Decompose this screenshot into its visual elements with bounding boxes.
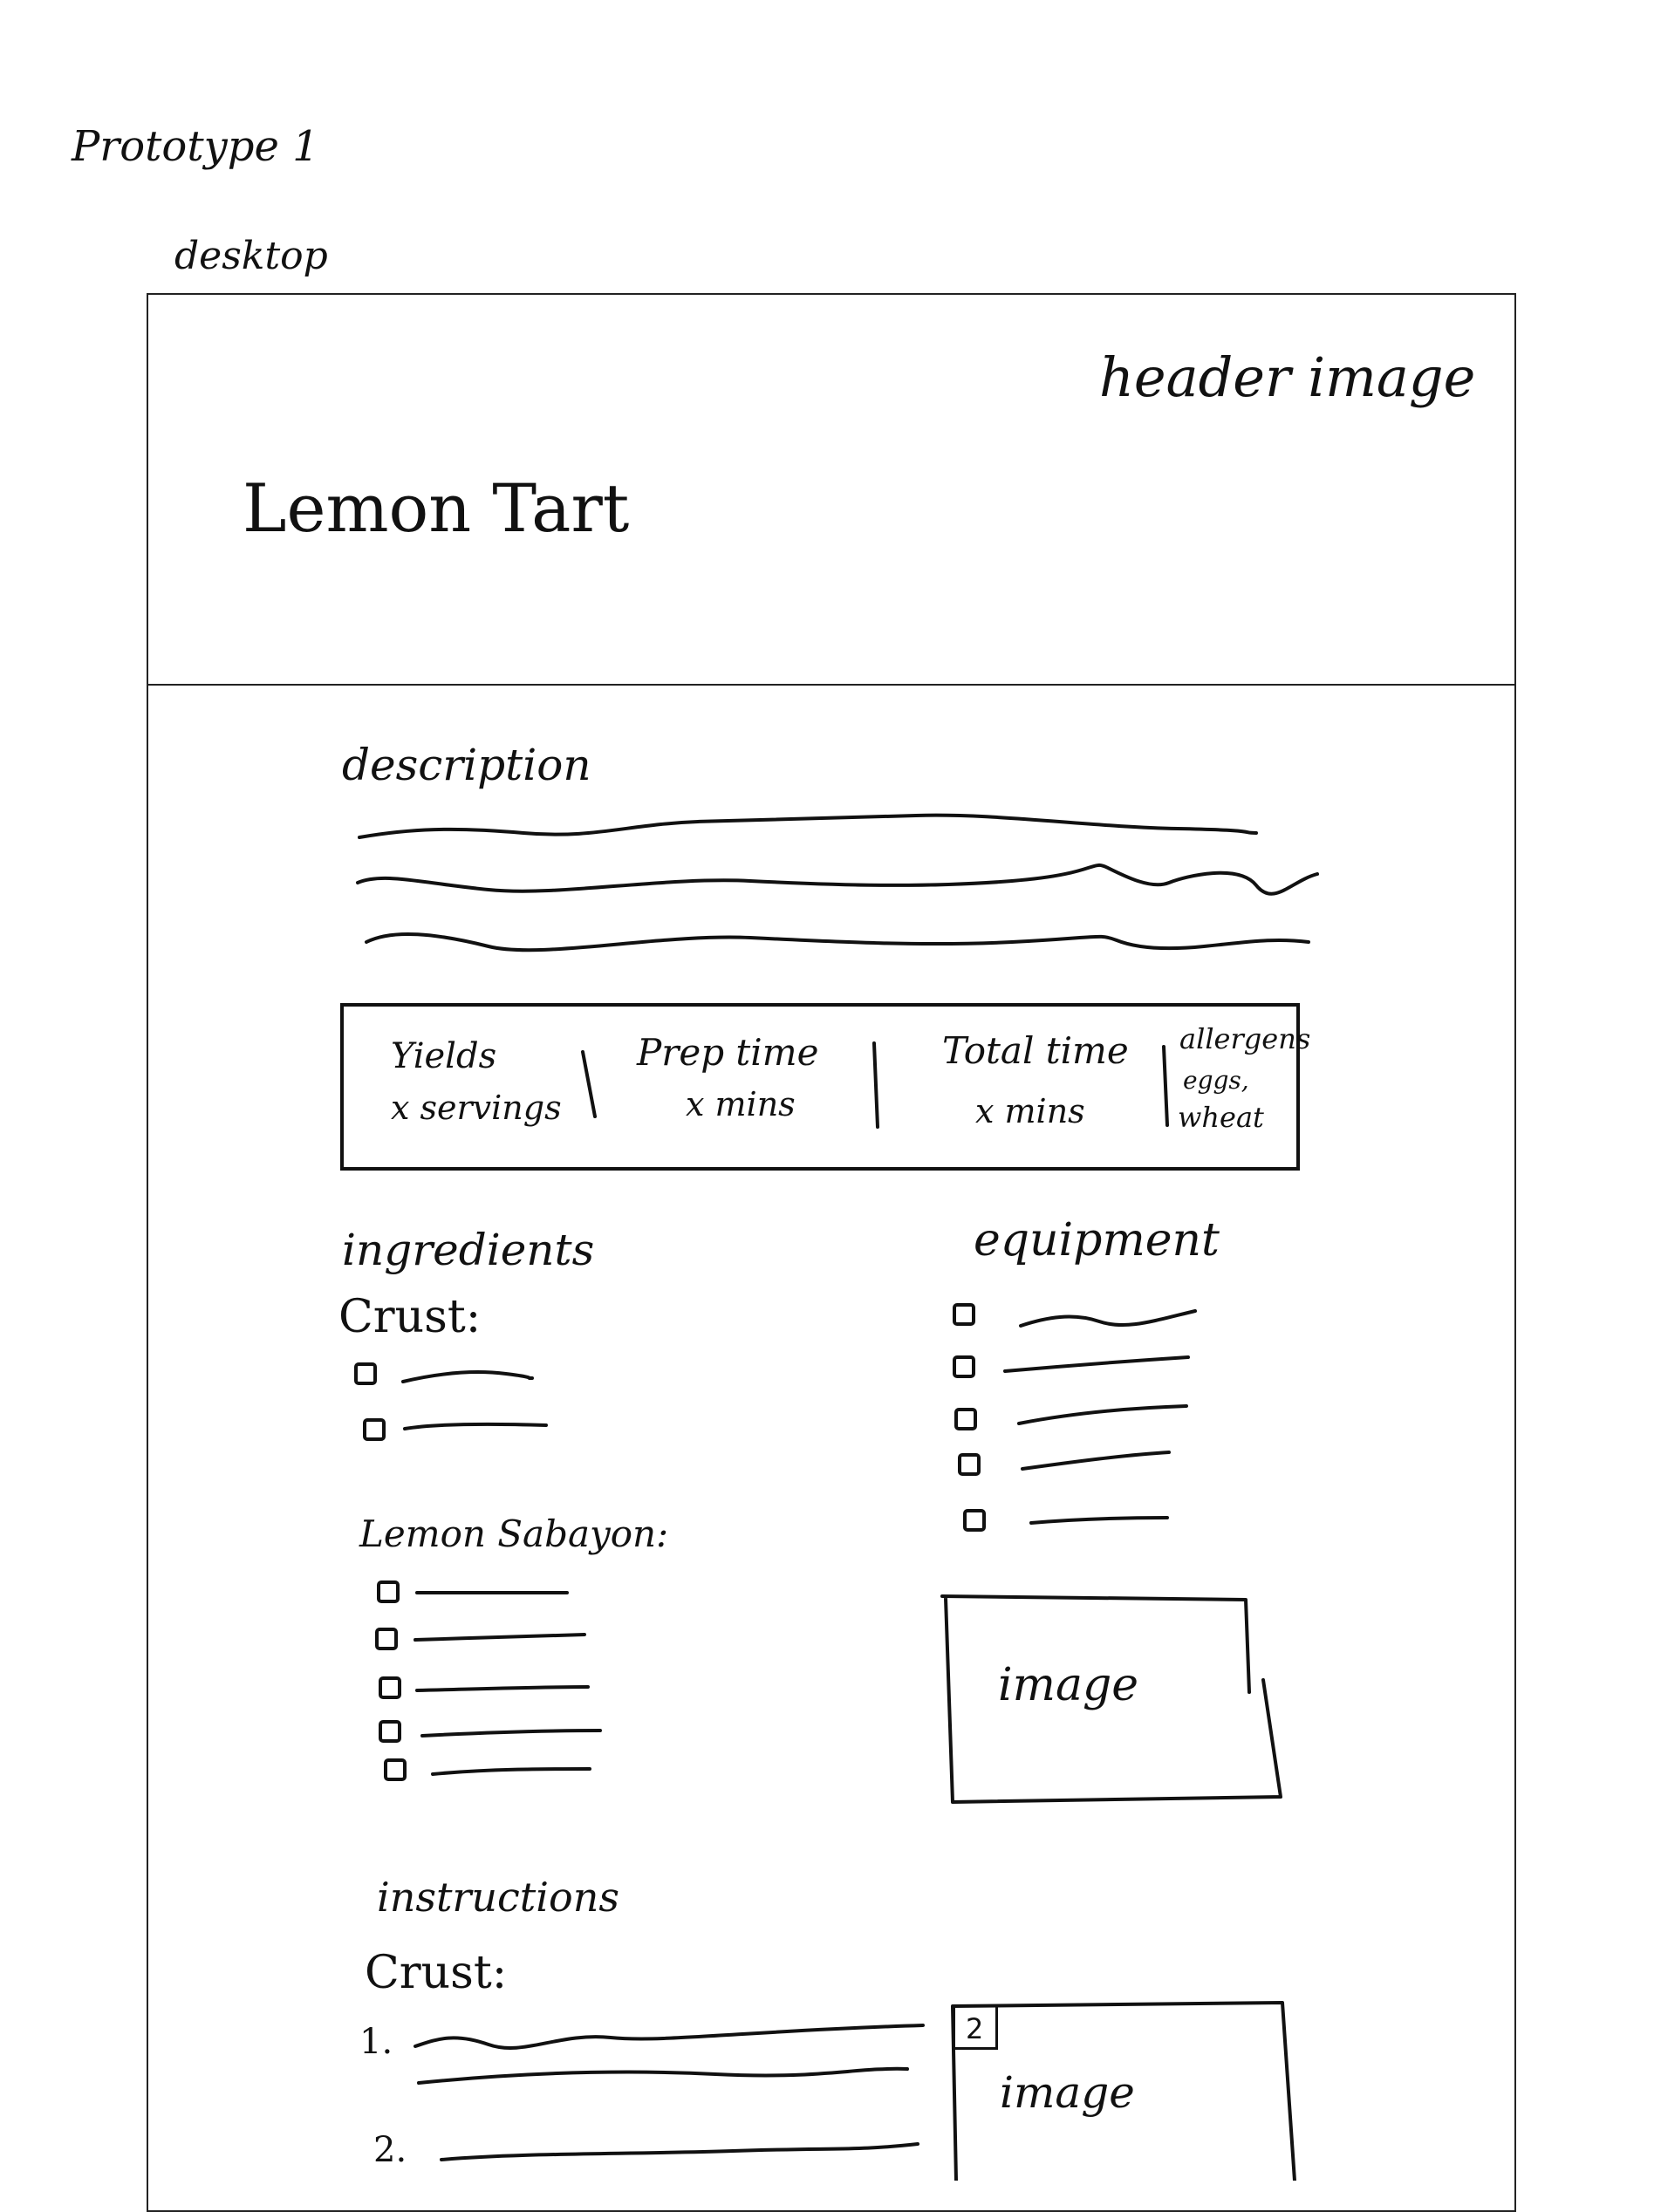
recipe-title: Lemon Tart: [243, 469, 630, 547]
yields-value: x servings: [391, 1089, 562, 1127]
ingredient-checkbox[interactable]: [354, 1362, 377, 1385]
allergens-label: allergens: [1179, 1022, 1311, 1055]
ingredients-heading: ingredients: [342, 1225, 595, 1275]
equipment-checkbox[interactable]: [953, 1303, 975, 1326]
header-divider: [147, 684, 1516, 686]
recipe-info-bar: [340, 1003, 1300, 1171]
sheet-title: Prototype 1: [72, 122, 319, 171]
prep-time-value: x mins: [686, 1085, 796, 1123]
ingredient-checkbox[interactable]: [363, 1418, 386, 1441]
header-image-label: header image: [1099, 345, 1476, 409]
ingredient-checkbox[interactable]: [384, 1758, 407, 1781]
ingredient-checkbox[interactable]: [379, 1676, 401, 1699]
yields-label: Yields: [391, 1036, 497, 1076]
instruction-step-number: 1.: [359, 2022, 393, 2062]
equipment-checkbox[interactable]: [958, 1453, 981, 1476]
instruction-image-badge: [953, 2004, 998, 2050]
prep-time-label: Prep time: [637, 1031, 819, 1074]
equipment-image-placeholder: [942, 1596, 1282, 1799]
allergens-value-line2: wheat: [1178, 1101, 1264, 1134]
ingredient-checkbox[interactable]: [379, 1720, 401, 1743]
ingredients-group-crust-title: Crust:: [338, 1291, 482, 1343]
instruction-image-badge-number: 2: [966, 2012, 984, 2045]
equipment-checkbox[interactable]: [954, 1408, 977, 1430]
total-time-label: Total time: [942, 1029, 1129, 1072]
ingredients-group-sabayon-title: Lemon Sabayon:: [359, 1512, 669, 1555]
instruction-image-label: image: [1000, 2067, 1135, 2118]
instruction-image-placeholder: [953, 2003, 1286, 2181]
ingredient-checkbox[interactable]: [377, 1580, 400, 1603]
equipment-image-label: image: [998, 1659, 1139, 1711]
description-heading: description: [342, 740, 591, 790]
equipment-checkbox[interactable]: [963, 1509, 986, 1532]
equipment-checkbox[interactable]: [953, 1355, 975, 1378]
allergens-value-line1: eggs,: [1183, 1066, 1249, 1095]
sheet-subtitle: desktop: [174, 234, 328, 278]
ingredient-checkbox[interactable]: [375, 1628, 398, 1650]
instructions-group-crust-title: Crust:: [365, 1947, 508, 1999]
equipment-heading: equipment: [974, 1214, 1220, 1266]
instruction-step-number: 2.: [373, 2130, 407, 2170]
total-time-value: x mins: [975, 1092, 1085, 1130]
instructions-heading: instructions: [377, 1874, 619, 1921]
header-image-area: [148, 295, 1514, 684]
